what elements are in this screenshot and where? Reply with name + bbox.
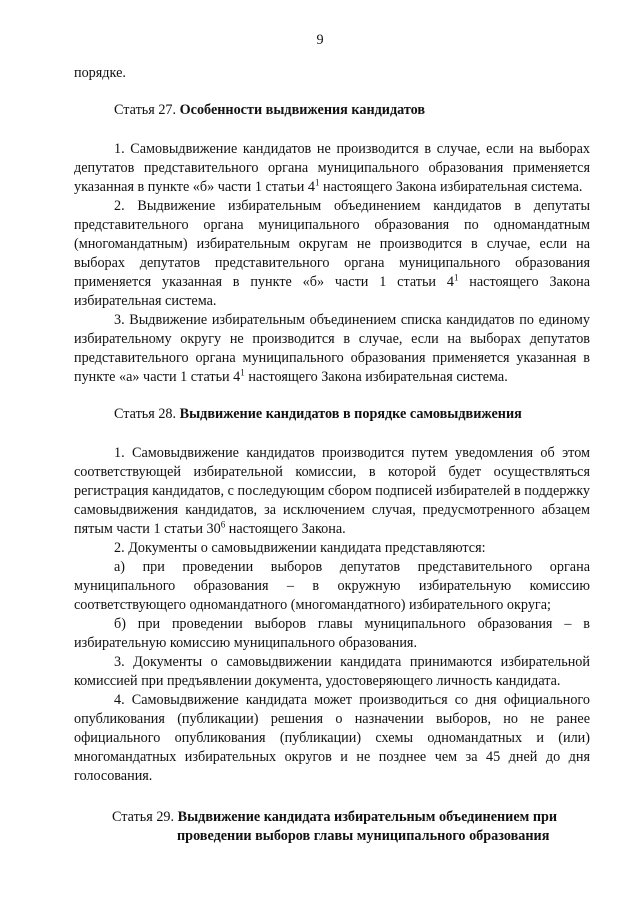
article-28-paragraph-4: 4. Самовыдвижение кандидата может производиться со дня официального опубликования (публикации) решения о назначении выборов, но не ранее официального опубликования (публикации) схемы одномандатных и (или) многомандатных избирательных округов и не позднее чем за 45 дней до дня голосования. — [74, 692, 590, 784]
article-27-label: Статья 27. — [114, 102, 177, 118]
article-28-label: Статья 28. — [114, 406, 177, 422]
article-29-title-line-2: проведении выборов главы муниципального образования — [177, 828, 550, 844]
page-number: 9 — [316, 32, 324, 48]
article-28-title: Выдвижение кандидатов в порядке самовыдвижения — [179, 406, 522, 422]
intro-fragment: порядке. — [74, 65, 126, 81]
article-29-heading — [74, 808, 590, 846]
article-27-paragraph-3: 3. Выдвижение избирательным объединением списка кандидатов по единому избирательному округу не производится в случае, если на выборах депутатов представительного органа муниципального образования применяется указанная в пункте «а» части 1 статьи $4^1$ настоящего Закона избирательная система. — [74, 312, 590, 385]
article-28-subitem-a: а) при проведении выборов депутатов представительного органа муниципального образования – в окружную избирательную комиссию соответствующего одномандатного (многомандатного) избирательного округа; — [74, 559, 590, 613]
article-28-paragraph-2: 2. Документы о самовыдвижении кандидата представляются: — [114, 540, 486, 556]
article-27-title: Особенности выдвижения кандидатов — [179, 102, 426, 118]
page-content — [74, 64, 590, 846]
article-29-title-line-1: Выдвижение кандидата избирательным объединением при — [177, 809, 558, 825]
article-27-heading — [74, 101, 590, 120]
article-27-paragraph-2: 2. Выдвижение избирательным объединением кандидатов в депутаты представительного органа муниципального образования по одномандатным (многомандатным) избирательным округам не производится в случае, если на выборах депутатов представительного органа муниципального образования применяется указанная в пункте «б» части 1 статьи $4^1$ настоящего Закона избирательная система. — [74, 198, 591, 309]
article-28-paragraph-1: 1. Самовыдвижение кандидатов производится путем уведомления об этом соответствующей избирательной комиссии, в которой будет осуществляться регистрация кандидатов, с последующим сбором подписей избирателей в поддержку самовыдвижения кандидатов, за исключением случая, предусмотренного абзацем пятым части 1 статьи $30^6$ настоящего Закона. — [74, 445, 590, 537]
article-27-paragraph-1: 1. Самовыдвижение кандидатов не производится в случае, если на выборах депутатов представительного органа муниципального образования применяется указанная в пункте «б» части 1 статьи $4^1$ настоящего Закона избирательная система. — [74, 141, 590, 195]
article-28-heading — [74, 405, 590, 424]
article-29-label: Статья 29. — [112, 809, 175, 825]
article-28-subitem-b: б) при проведении выборов главы муниципального образования – в избирательную комиссию муниципального образования. — [74, 616, 590, 651]
article-28-paragraph-3: 3. Документы о самовыдвижении кандидата принимаются избирательной комиссией при предъявлении документа, удостоверяющего личность кандидата. — [74, 654, 590, 689]
